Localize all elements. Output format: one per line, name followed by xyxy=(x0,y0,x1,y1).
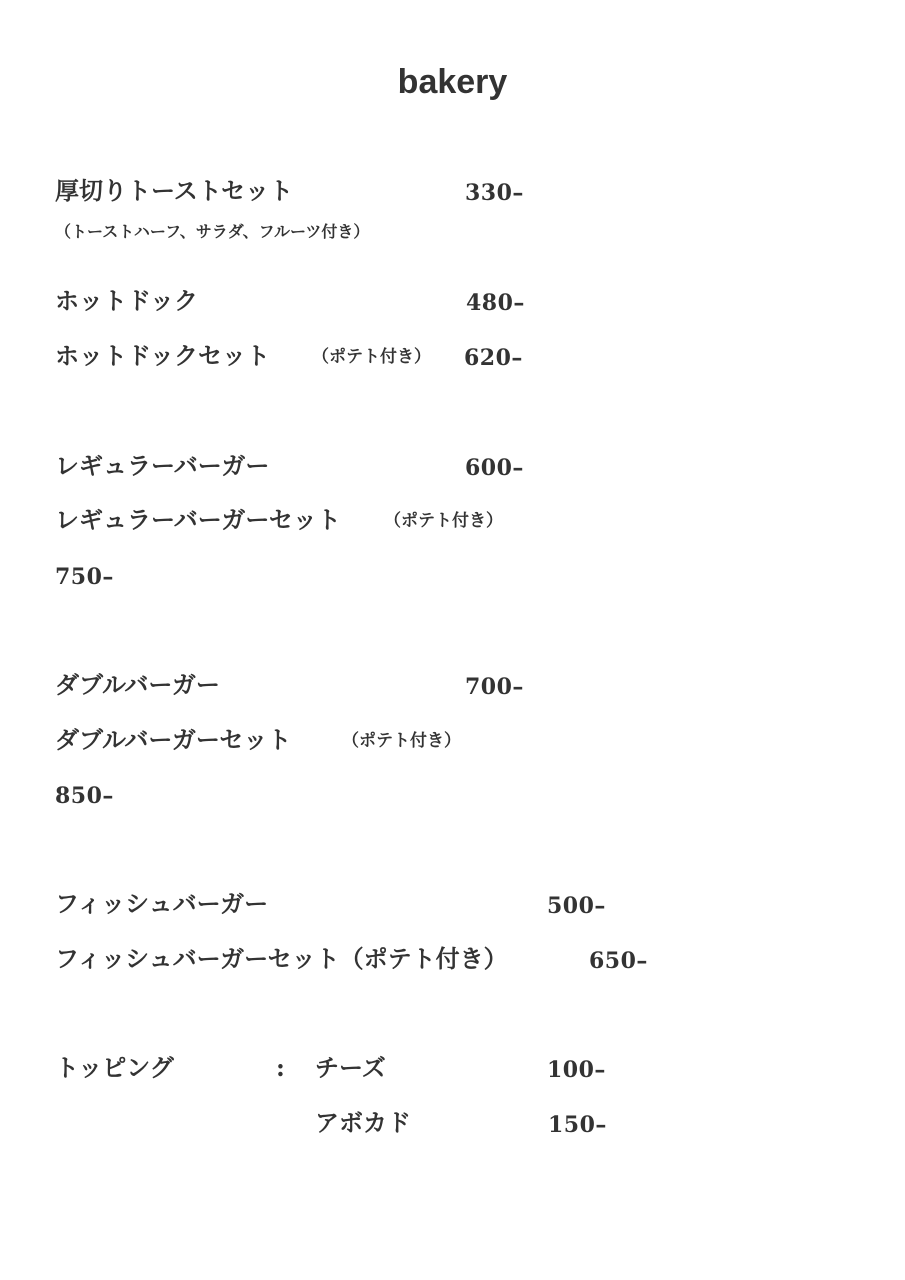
regular-burger-name: レギュラーバーガー xyxy=(55,451,270,480)
double-burger-set-name: ダブルバーガーセット xyxy=(55,725,292,754)
topping-option-name: アボカド xyxy=(315,1108,411,1137)
hotdog-set-note: （ポテト付き） xyxy=(312,347,431,367)
regular-burger-set-note: （ポテト付き） xyxy=(384,511,503,531)
hotdog-price: 480– xyxy=(466,290,525,316)
fish-burger-set-name: フィッシュバーガーセット（ポテト付き） xyxy=(55,944,508,973)
hotdog-set-name: ホットドックセット xyxy=(55,341,271,370)
hotdog-name: ホットドック xyxy=(55,286,199,315)
topping-label: トッピング xyxy=(55,1053,174,1082)
double-burger-set-price: 850– xyxy=(55,783,114,809)
double-burger-set-note: （ポテト付き） xyxy=(342,731,461,751)
double-burger-price: 700– xyxy=(465,674,524,700)
toast-set-name: 厚切りトーストセット xyxy=(55,176,294,205)
topping-colon: : xyxy=(276,1053,285,1082)
fish-burger-name: フィッシュバーガー xyxy=(55,889,269,918)
regular-burger-set-name: レギュラーバーガーセット xyxy=(55,505,341,534)
toast-set-note: （トーストハーフ、サラダ、フルーツ付き） xyxy=(55,222,370,241)
fish-burger-set-price: 650– xyxy=(589,948,648,974)
page-title: bakery xyxy=(397,63,508,101)
topping-option-name: チーズ xyxy=(315,1053,386,1082)
fish-burger-price: 500– xyxy=(547,893,606,919)
toast-set-price: 330– xyxy=(465,180,524,206)
topping-option-price: 100– xyxy=(547,1057,606,1083)
regular-burger-set-price: 750– xyxy=(55,564,114,590)
regular-burger-price: 600– xyxy=(465,455,524,481)
hotdog-set-price: 620– xyxy=(464,345,523,371)
topping-option-price: 150– xyxy=(548,1112,607,1138)
double-burger-name: ダブルバーガー xyxy=(55,670,220,699)
